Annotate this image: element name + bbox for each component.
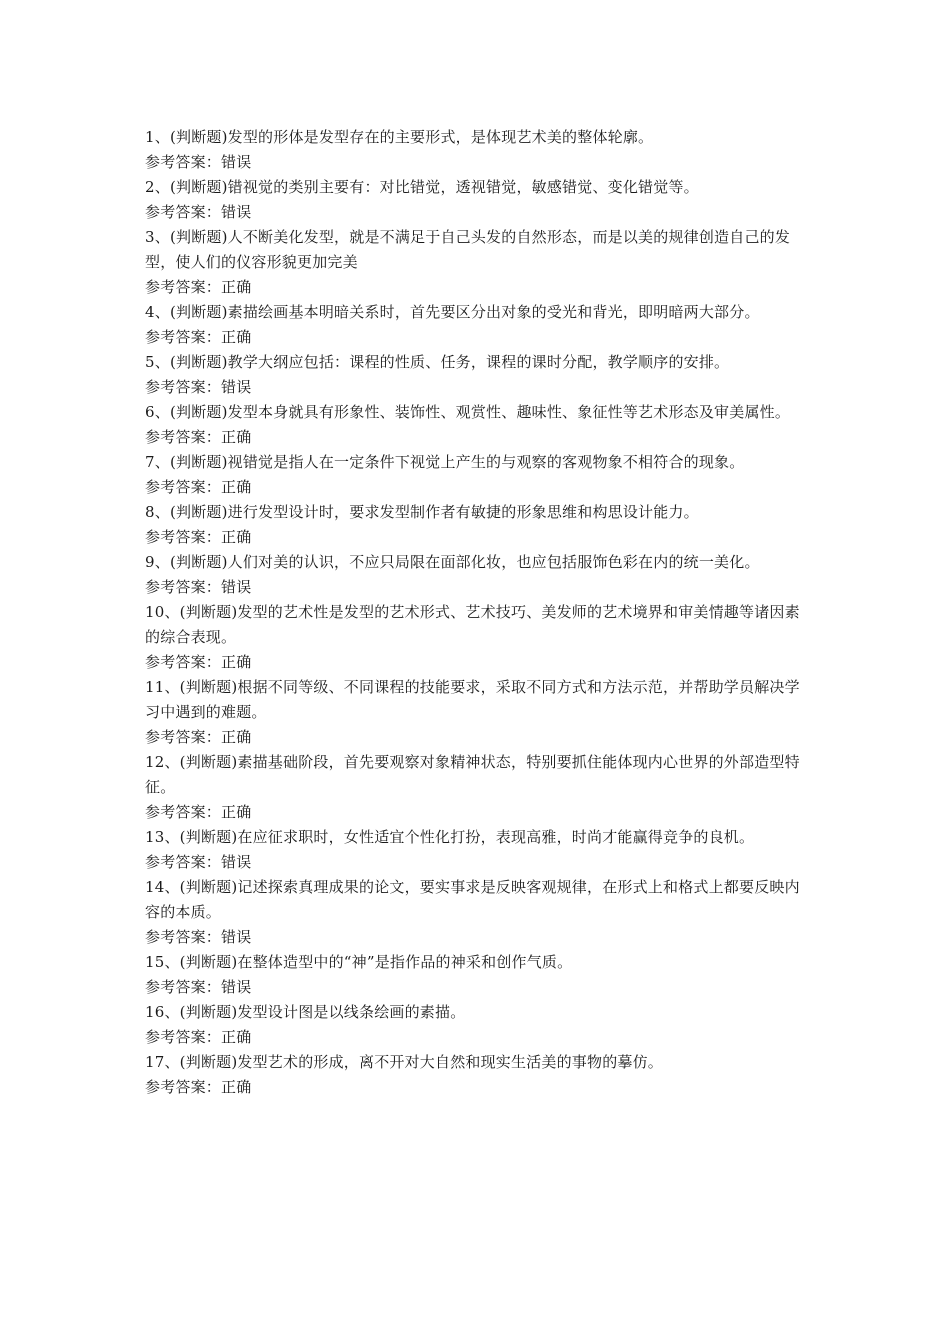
answer-text: 参考答案：错误 (145, 853, 252, 871)
answer-text: 参考答案：正确 (145, 428, 252, 446)
question-item (145, 300, 810, 350)
question-item (145, 400, 810, 450)
question-text: 11、(判断题)根据不同等级、不同课程的技能要求，采取不同方式和方法示范，并帮助学员解决学习中遇到的难题。 (145, 678, 800, 721)
question-text: 1、(判断题)发型的形体是发型存在的主要形式，是体现艺术美的整体轮廓。 (145, 128, 654, 146)
question-text: 3、(判断题)人不断美化发型，就是不满足于自己头发的自然形态，而是以美的规律创造自己的发型，使人们的仪容形貌更加完美 (145, 228, 791, 271)
question-text: 8、(判断题)进行发型设计时，要求发型制作者有敏捷的形象思维和构思设计能力。 (145, 503, 699, 521)
answer-text: 参考答案：错误 (145, 378, 252, 396)
question-item (145, 350, 810, 400)
question-item (145, 1000, 810, 1050)
answer-text: 参考答案：错误 (145, 928, 252, 946)
question-text: 9、(判断题)人们对美的认识，不应只局限在面部化妆，也应包括服饰色彩在内的统一美化。 (145, 553, 760, 571)
question-text: 10、(判断题)发型的艺术性是发型的艺术形式、艺术技巧、美发师的艺术境界和审美情趣等诸因素的综合表现。 (145, 603, 800, 646)
answer-text: 参考答案：错误 (145, 203, 252, 221)
question-item (145, 750, 810, 825)
answer-text: 参考答案：正确 (145, 328, 252, 346)
answer-text: 参考答案：正确 (145, 1078, 252, 1096)
question-text: 2、(判断题)错视觉的类别主要有：对比错觉，透视错觉，敏感错觉、变化错觉等。 (145, 178, 699, 196)
question-item (145, 450, 810, 500)
answer-text: 参考答案：正确 (145, 803, 252, 821)
question-text: 7、(判断题)视错觉是指人在一定条件下视觉上产生的与观察的客观物象不相符合的现象。 (145, 453, 745, 471)
question-text: 4、(判断题)素描绘画基本明暗关系时，首先要区分出对象的受光和背光，即明暗两大部分。 (145, 303, 760, 321)
question-item (145, 500, 810, 550)
question-text: 15、(判断题)在整体造型中的“神”是指作品的神采和创作气质。 (145, 953, 573, 971)
question-text: 17、(判断题)发型艺术的形成，离不开对大自然和现实生活美的事物的摹仿。 (145, 1053, 663, 1071)
answer-text: 参考答案：错误 (145, 978, 252, 996)
question-item (145, 875, 810, 950)
answer-text: 参考答案：正确 (145, 278, 252, 296)
question-text: 12、(判断题)素描基础阶段，首先要观察对象精神状态，特别要抓住能体现内心世界的外部造型特征。 (145, 753, 800, 796)
answer-text: 参考答案：错误 (145, 153, 252, 171)
question-item (145, 1050, 810, 1100)
question-item (145, 125, 810, 175)
question-item (145, 225, 810, 300)
question-text: 13、(判断题)在应征求职时，女性适宜个性化打扮，表现高雅，时尚才能赢得竞争的良机。 (145, 828, 755, 846)
question-text: 6、(判断题)发型本身就具有形象性、装饰性、观赏性、趣味性、象征性等艺术形态及审美属性。 (145, 403, 791, 421)
question-text: 16、(判断题)发型设计图是以线条绘画的素描。 (145, 1003, 466, 1021)
question-item (145, 825, 810, 875)
answer-text: 参考答案：正确 (145, 528, 252, 546)
question-item (145, 550, 810, 600)
answer-text: 参考答案：正确 (145, 653, 252, 671)
question-item (145, 175, 810, 225)
answer-text: 参考答案：错误 (145, 578, 252, 596)
question-text: 5、(判断题)教学大纲应包括：课程的性质、任务，课程的课时分配，教学顺序的安排。 (145, 353, 730, 371)
answer-text: 参考答案：正确 (145, 728, 252, 746)
question-item (145, 950, 810, 1000)
answer-text: 参考答案：正确 (145, 478, 252, 496)
answer-text: 参考答案：正确 (145, 1028, 252, 1046)
document-page (145, 125, 810, 1100)
question-item (145, 600, 810, 675)
question-item (145, 675, 810, 750)
question-text: 14、(判断题)记述探索真理成果的论文，要实事求是反映客观规律，在形式上和格式上都要反映内容的本质。 (145, 878, 800, 921)
